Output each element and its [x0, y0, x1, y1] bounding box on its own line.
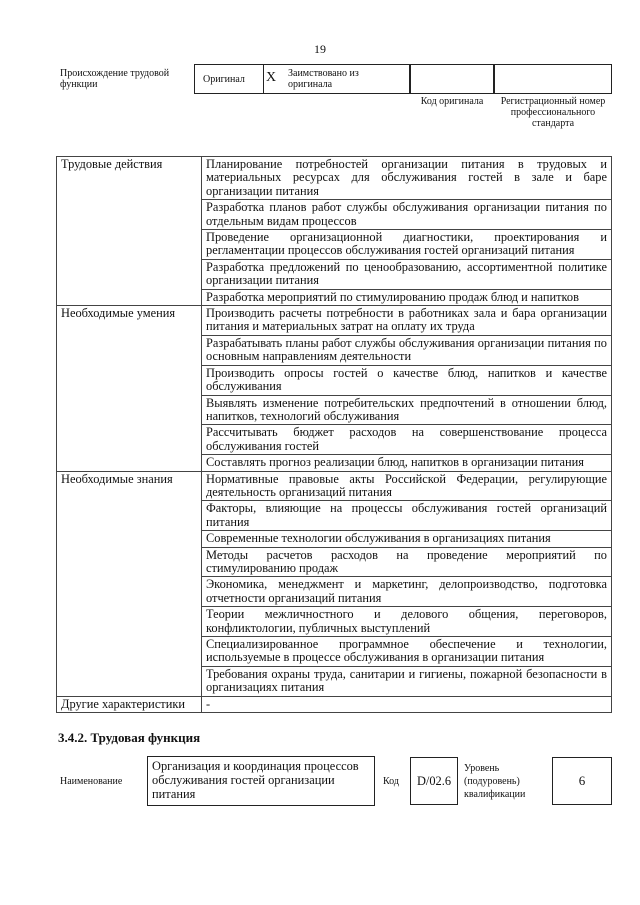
- list-item: -: [202, 696, 612, 712]
- table-row: [57, 157, 612, 200]
- list-item: Экономика, менеджмент и маркетинг, делопроизводство, подготовка отчетности организаций питания: [202, 577, 612, 607]
- list-item: Современные технологии обслуживания в организациях питания: [202, 531, 612, 547]
- reg-number-label: Регистрационный номер профессионального стандарта: [500, 96, 606, 129]
- list-item: Разработка предложений по ценообразованию, ассортиментной политике организации питания: [202, 259, 612, 289]
- code-box: [410, 757, 458, 805]
- list-item: Разработка мероприятий по стимулированию продаж блюд и напитков: [202, 289, 612, 305]
- list-item: Методы расчетов расходов на проведение мероприятий по стимулированию продаж: [202, 547, 612, 577]
- list-item: Требования охраны труда, санитарии и гигиены, пожарной безопасности в организациях питания: [202, 666, 612, 696]
- origin-divider: [263, 64, 264, 94]
- list-item: Рассчитывать бюджет расходов на совершенствование процесса обслуживания гостей: [202, 425, 612, 455]
- labor-function-table: [56, 156, 612, 713]
- name-label: Наименование: [60, 776, 123, 787]
- list-item: Нормативные правовые акты Российской Федерации, регулирующие деятельность организаций питания: [202, 471, 612, 501]
- list-item: Составлять прогноз реализации блюд, напитков в организации питания: [202, 455, 612, 471]
- table-row: [57, 696, 612, 712]
- row-label-actions: Трудовые действия: [57, 157, 202, 306]
- row-label-skills: Необходимые умения: [57, 306, 202, 471]
- level-box: [552, 757, 612, 805]
- table-row: [57, 306, 612, 336]
- table-row: [57, 471, 612, 501]
- list-item: Специализированное программное обеспечение и технологии, используемые в процессе обслуживания в организации питания: [202, 637, 612, 667]
- code-value: D/02.6: [416, 773, 452, 788]
- list-item: Теории межличностного и делового общения, переговоров, конфликтологии, публичных выступлений: [202, 607, 612, 637]
- list-item: Разработка планов работ службы обслуживания организации питания по отдельным видам процессов: [202, 200, 612, 230]
- page-number: 19: [314, 42, 326, 56]
- list-item: Производить опросы гостей о качестве блюд, напитков и качестве обслуживания: [202, 365, 612, 395]
- original-code-box: [410, 64, 494, 94]
- code-label: Код: [383, 776, 399, 787]
- list-item: Проведение организационной диагностики, проектирования и регламентации процессов обслуживания гостей организаций питания: [202, 230, 612, 260]
- level-value: 6: [578, 773, 586, 788]
- list-item: Разрабатывать планы работ службы обслуживания организации питания по основным направлениям деятельности: [202, 335, 612, 365]
- section-heading: 3.4.2. Трудовая функция: [58, 730, 201, 745]
- row-label-knowledge: Необходимые знания: [57, 471, 202, 696]
- list-item: Производить расчеты потребности в работниках зала и бара организации питания и материальных затрат на оплату их труда: [202, 306, 612, 336]
- level-label: Уровень (подуровень) квалификации: [464, 763, 526, 800]
- function-name-box: [147, 756, 375, 806]
- original-label: Оригинал: [203, 74, 245, 85]
- list-item: Выявлять изменение потребительских предпочтений в отношении блюд, напитков, технологий обслуживания: [202, 395, 612, 425]
- row-label-other: Другие характеристики: [57, 696, 202, 712]
- function-name-value: Организация и координация процессов обслуживания гостей организации питания: [152, 759, 359, 801]
- list-item: Факторы, влияющие на процессы обслуживания гостей организаций питания: [202, 501, 612, 531]
- reg-number-box: [494, 64, 612, 94]
- original-code-label: Код оригинала: [420, 96, 484, 107]
- original-x-mark: X: [266, 70, 277, 85]
- borrowed-label: Заимствовано из оригинала: [288, 68, 359, 90]
- list-item: Планирование потребностей организации питания в трудовых и материальных ресурсах для обслуживания гостей в зале и баре организации питания: [202, 157, 612, 200]
- origin-label: Происхождение трудовой функции: [60, 68, 170, 90]
